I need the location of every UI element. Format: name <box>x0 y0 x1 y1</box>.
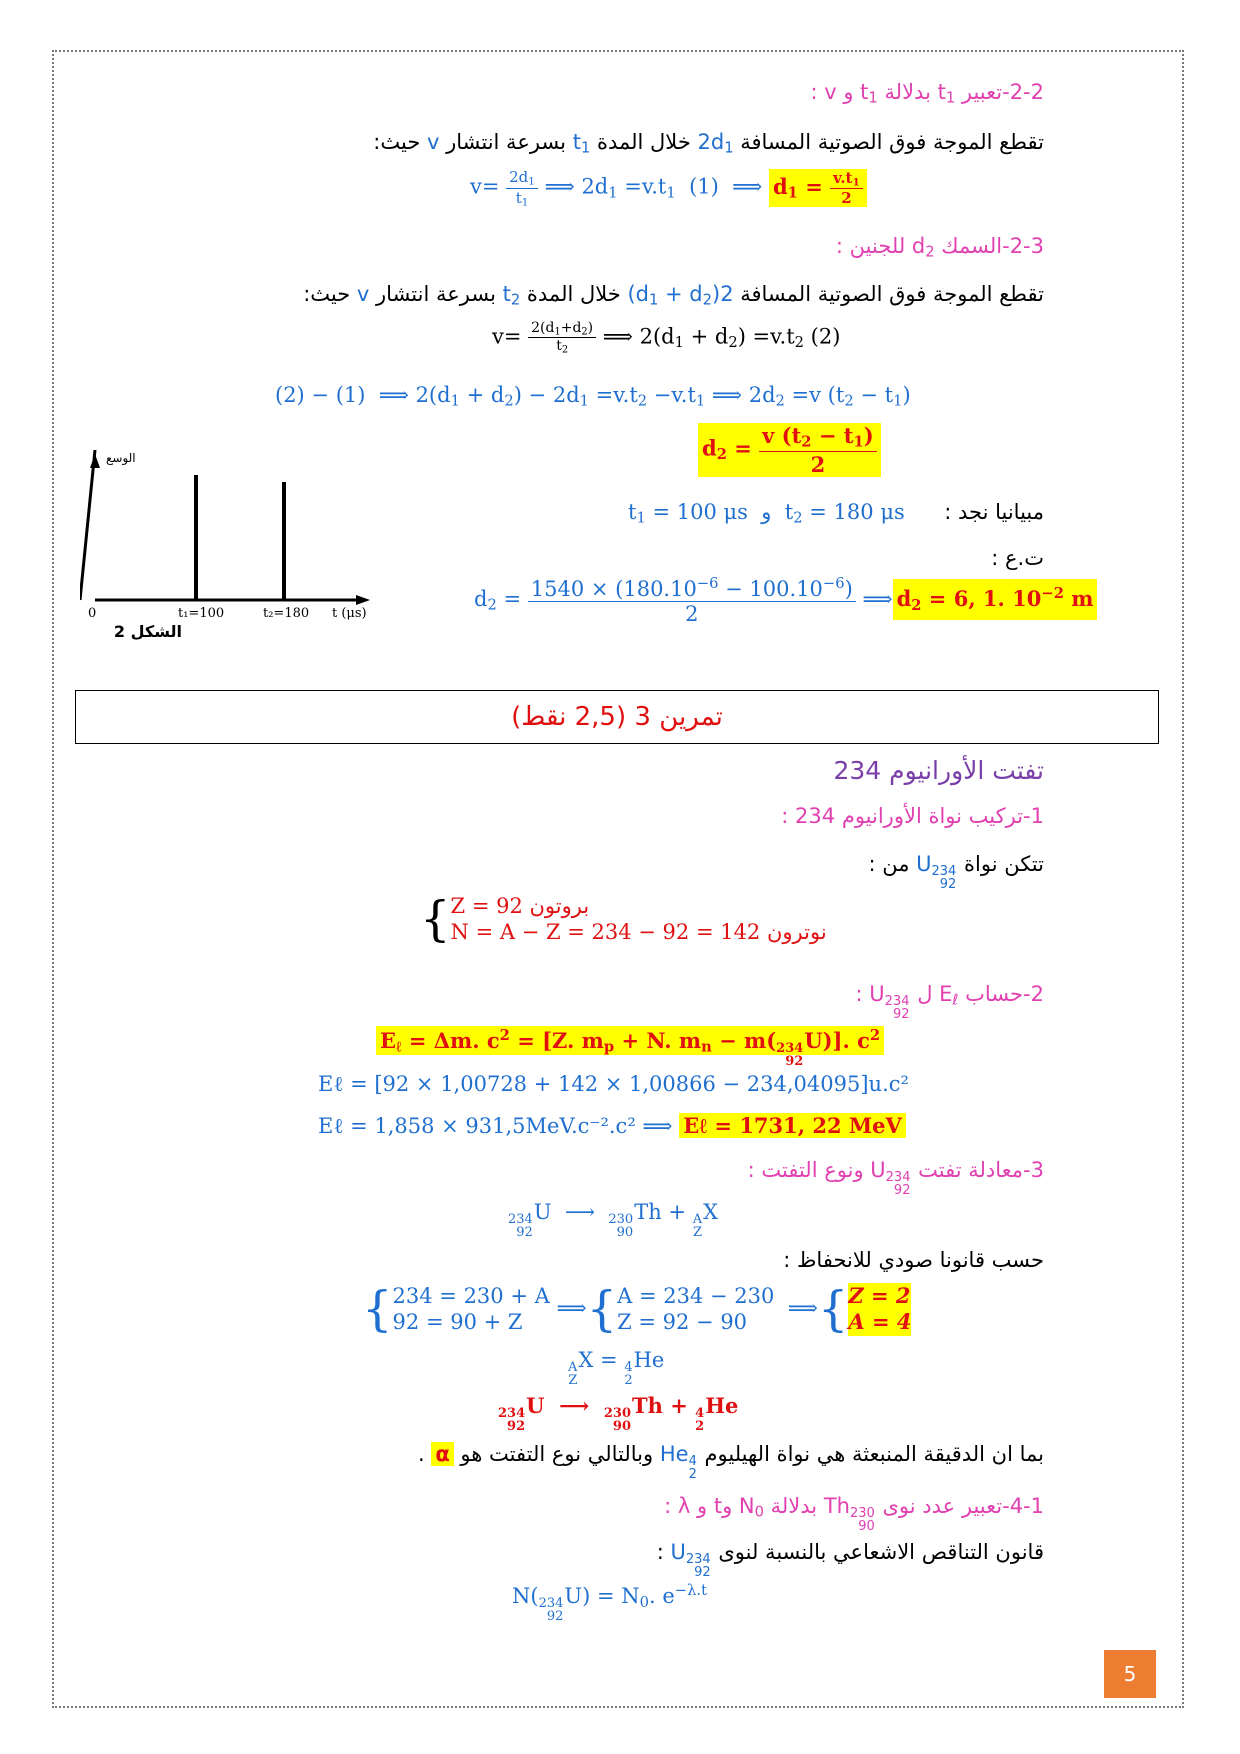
q1-composition: { Z = 92 بروتون N = A − Z = 234 − 92 = 142 نوترون <box>420 891 827 948</box>
y-axis-label: الوسع <box>106 451 136 465</box>
q41-heading: 4-1-تعبير عدد نوى 230 90 Th بدلالة $N_0$ وt و λ : <box>664 1494 1044 1534</box>
y-axis-arrow <box>90 454 100 468</box>
q1-text: تتكن نواة 234 92 U من : <box>868 852 1044 892</box>
q41-decay-law: N( 234 92 $U) = N_0$. $e^{-\lambda.t}$ <box>512 1582 707 1624</box>
t2-label: t₂=180 <box>263 606 310 621</box>
q3-final-reaction: 234 92 U ⟶ 230 90 Th + 4 2 He <box>498 1393 739 1434</box>
t1-label: t₁=100 <box>178 606 225 621</box>
equation-subtraction: (2) − (1) ⟹ $2(d_1 + d_2) - 2d_1 =v.t_2 -v.t_1$ ⟹ $2d_2 =v$ $(t_2 - t_1)$ <box>275 383 911 410</box>
q3-heading: 3-معادلة تفتت 234 92 U ونوع التفتت : <box>747 1158 1044 1198</box>
q2-eq3-left: Eℓ = 1,858 × 931,5MeV.c⁻².c² ⟹ <box>318 1114 673 1138</box>
q1-heading: 1-تركيب نواة الأورانيوم 234 : <box>781 804 1044 828</box>
equation-v-d1-d2: v= $\frac{2(d_1+d_2)}{t_2}$ ⟹ $2(d_1 + d_2) =v.t_2$ (2) <box>492 320 841 356</box>
origin-label: 0 <box>88 606 97 621</box>
q3-soddy-law: حسب قانونا صودي للانحفاظ : <box>783 1248 1044 1272</box>
q2-binding-energy-formula: $E_\ell = \Delta m$. $c^2 = [Z$. $m_p + N$. $m_n - m$( 234 92 U)]. $c^2$ <box>376 1027 884 1068</box>
section-2-2-text: تقطع الموجة فوق الصوتية المسافة $2d_1$ خلال المدة $t_1$ بسرعة انتشار v حيث: <box>373 130 1044 157</box>
equation-d2-calc: $d_2$ = $\frac{1540 \times (180.10^{-6} - 100.10^{-6})}{2}$ ⟹ $d_2 = 6$, 1. $10^{-2}$ m <box>474 575 1097 626</box>
graph-values: $t_1 = 100$ μs و $t_2 = 180$ μs <box>628 500 905 527</box>
y-axis <box>80 450 95 600</box>
section-2-3-heading: 2-3-السمك $d_2$ للجنين : <box>835 234 1044 261</box>
section-2-2-heading: 2-2-تعبير $t_1$ بدلالة $t_1$ و v : <box>810 80 1044 107</box>
figure-caption: الشكل 2 <box>113 622 182 641</box>
q2-binding-energy-result <box>318 1113 906 1139</box>
q3-conclusion: بما ان الدقيقة المنبعثة هي نواة الهيليوم 4 2 He وبالتالي نوع التفتت هو α . <box>417 1442 1044 1482</box>
q3-conservation-system: { 234 = 230 + A 92 = 90 + Z ⟹{ A = 234 − 230 Z = 92 − 90 ⟹{ Z = 2 A = 4 <box>362 1281 912 1338</box>
exercise-3-title-box <box>75 690 1159 744</box>
proton-count: Z = 92 بروتون <box>450 894 590 918</box>
figure-2-graph <box>80 450 380 660</box>
decay-type-alpha: α <box>431 1442 453 1466</box>
section-2-3-text: تقطع الموجة فوق الصوتية المسافة $2(d_1 + d_2)$ خلال المدة $t_2$ بسرعة انتشار v حيث: <box>303 282 1044 309</box>
exercise-3-subtitle: تفتت الأورانيوم 234 <box>833 756 1044 785</box>
q2-eq3-highlight: Eℓ = 1731, 22 MeV <box>679 1113 906 1138</box>
numerical-application-label: ت.ع : <box>991 546 1044 570</box>
page-number: 5 <box>1104 1650 1156 1698</box>
q41-text: قانون التناقص الاشعاعي بالنسبة لنوى 234 92 U : <box>656 1540 1044 1580</box>
q3-reaction: 234 92 U ⟶ 230 90 Th + A Z X <box>508 1200 719 1240</box>
q2-heading: 2-حساب $E_\ell$ ل 234 92 U : <box>855 982 1044 1022</box>
x-axis-label: t (μs) <box>332 606 367 621</box>
equation-d2-result: $d_2$ = $\frac{v (t_2 - t_1)}{2}$ <box>698 423 881 477</box>
graph-reading-label: مبيانيا نجد : <box>944 500 1044 524</box>
q2-binding-energy-substitution: Eℓ = [92 × 1,00728 + 142 × 1,00866 − 234,04095]u.c² <box>318 1072 909 1096</box>
x-axis-arrow <box>356 595 370 605</box>
q3-x-identity: A Z X = 4 2 He <box>568 1348 665 1388</box>
equation-d1: v= $\frac{2d_1}{t_1}$ ⟹ $2d_1 =v.t_1$ (1) ⟹ $d_1$ = $\frac{v.t_1}{2}$ <box>470 168 867 208</box>
neutron-count: N = A − Z = 234 − 92 = 142 نوترون <box>450 920 827 945</box>
exercise-3-title: تمرين 3 (2,5 نقط) <box>511 702 723 732</box>
